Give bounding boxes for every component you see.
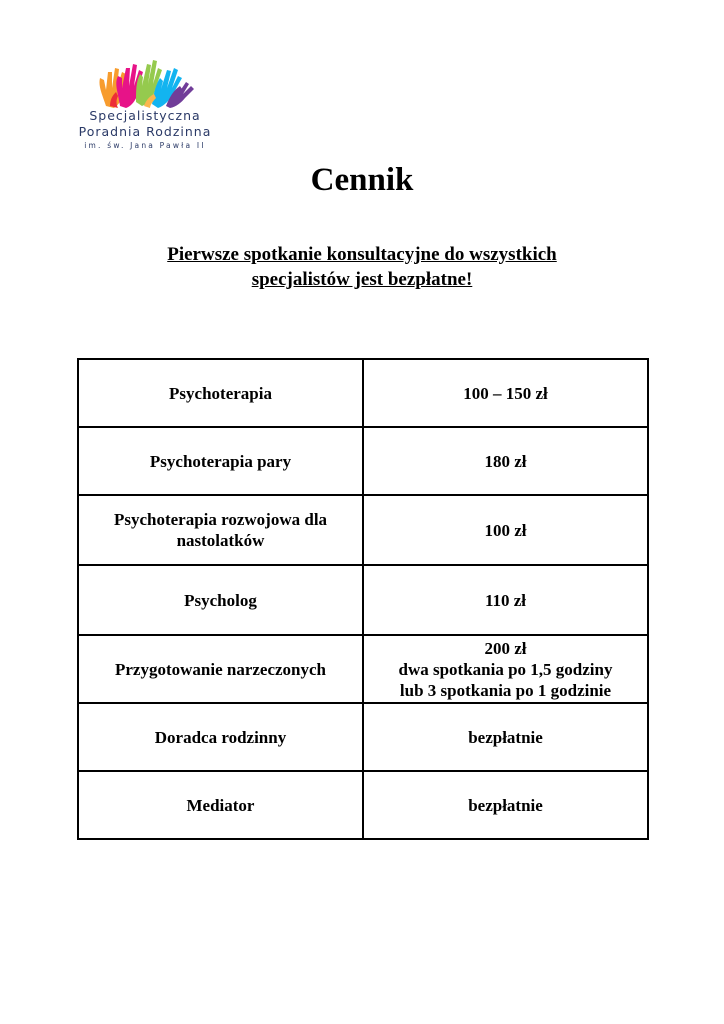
logo-text-line3: im. św. Jana Pawła II <box>84 141 206 150</box>
free-consultation-note <box>120 242 604 292</box>
price-cell <box>363 635 648 703</box>
clinic-logo <box>70 48 220 152</box>
service-cell: Doradca rodzinny <box>78 703 363 771</box>
service-line: Psychoterapia rozwojowa dla <box>113 510 328 529</box>
table-row <box>78 427 648 495</box>
note-line1: Pierwsze spotkanie konsultacyjne do wszystkich <box>167 244 557 265</box>
price-cell: 100 zł <box>363 495 648 565</box>
table-row <box>78 359 648 427</box>
price-line: 200 zł <box>484 638 527 658</box>
price-cell: bezpłatnie <box>363 771 648 839</box>
price-cell: 110 zł <box>363 565 648 635</box>
service-cell: Mediator <box>78 771 363 839</box>
service-cell: Psychoterapia <box>78 359 363 427</box>
service-cell <box>78 495 363 565</box>
price-line: dwa spotkania po 1,5 godziny <box>398 659 613 679</box>
price-cell: bezpłatnie <box>363 703 648 771</box>
note-line2: specjalistów jest bezpłatne! <box>251 269 473 290</box>
service-line: nastolatków <box>176 531 265 550</box>
logo-text-line1: Specjalistyczna <box>89 108 201 123</box>
table-row <box>78 635 648 703</box>
service-cell: Przygotowanie narzeczonych <box>78 635 363 703</box>
price-cell: 180 zł <box>363 427 648 495</box>
price-cell: 100 – 150 zł <box>363 359 648 427</box>
price-table <box>77 358 649 840</box>
colorful-hands-icon <box>96 56 196 108</box>
service-cell: Psychoterapia pary <box>78 427 363 495</box>
page-title: Cennik <box>310 162 414 198</box>
price-line: lub 3 spotkania po 1 godzinie <box>399 680 612 700</box>
table-row <box>78 771 648 839</box>
table-row <box>78 565 648 635</box>
table-row <box>78 703 648 771</box>
service-cell: Psycholog <box>78 565 363 635</box>
table-row <box>78 495 648 565</box>
logo-text-line2: Poradnia Rodzinna <box>78 124 212 139</box>
